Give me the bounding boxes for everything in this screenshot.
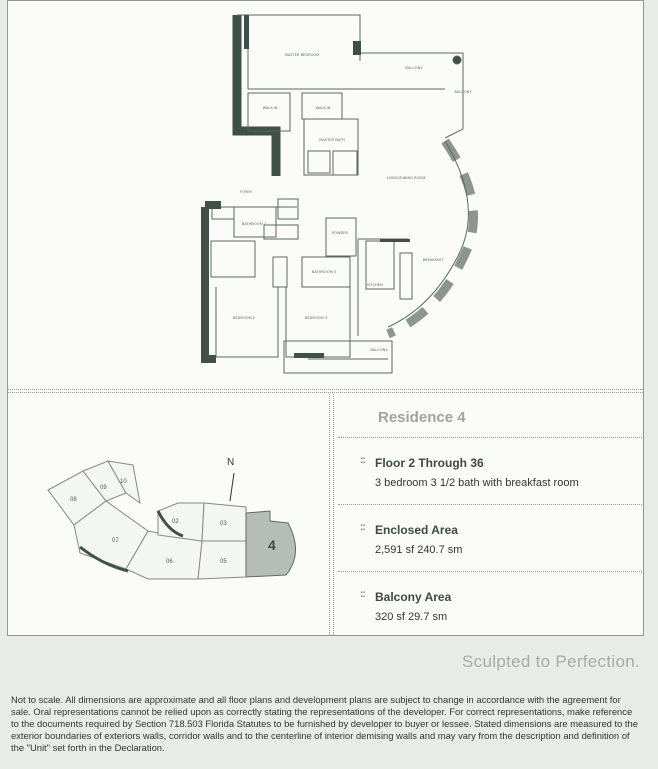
tagline: Sculpted to Perfection.: [462, 652, 640, 671]
svg-text:FOYER: FOYER: [240, 190, 252, 194]
svg-text:BALCONY: BALCONY: [405, 66, 423, 70]
north-arrow-line: [230, 473, 234, 501]
spec-enclosed-heading: :: Enclosed Area: [360, 523, 462, 537]
unit-label-07: 07: [112, 538, 119, 544]
info-panel: [338, 393, 644, 635]
svg-text:BATHROOM 2: BATHROOM 2: [241, 222, 267, 226]
divider-vertical-2: [333, 394, 334, 635]
unit-label-03: 03: [220, 521, 227, 527]
svg-text:LIVING/DINING ROOM: LIVING/DINING ROOM: [386, 176, 426, 180]
divider-vertical: [329, 394, 330, 635]
svg-text:BEDROOM 3: BEDROOM 3: [304, 316, 328, 320]
spec-floors: [360, 456, 579, 489]
residence-title: Residence 4: [378, 409, 466, 426]
unit-label-05: 05: [220, 559, 227, 565]
svg-text:BALCONY: BALCONY: [454, 90, 472, 94]
unit-number-highlight: 4: [268, 537, 276, 553]
info-divider-3: [338, 571, 644, 572]
spec-balcony: [360, 590, 451, 623]
unit-label-02: 02: [172, 519, 179, 525]
unit-label-10: 10: [120, 479, 127, 485]
svg-text:MASTER BEDROOM: MASTER BEDROOM: [284, 53, 320, 57]
unit-label-06: 06: [166, 559, 173, 565]
spec-enclosed: [360, 523, 462, 556]
svg-text:KITCHEN: KITCHEN: [367, 283, 383, 287]
brochure-sheet: [7, 0, 644, 636]
floor-plan-drawing: [8, 1, 643, 389]
svg-text:WALK-IN: WALK-IN: [262, 106, 278, 110]
svg-text:BEDROOM 2: BEDROOM 2: [232, 316, 256, 320]
spec-balcony-heading: :: Balcony Area: [360, 590, 451, 604]
svg-text:POWDER: POWDER: [331, 231, 349, 235]
info-divider-1: [338, 437, 644, 438]
unit-label-08: 08: [70, 497, 77, 503]
unit-label-09: 09: [100, 485, 107, 491]
key-plan-drawing: [8, 393, 328, 635]
svg-text:BATHROOM 3: BATHROOM 3: [311, 270, 337, 274]
spec-floors-text: 3 bedroom 3 1/2 bath with breakfast room: [375, 477, 579, 489]
divider-horizontal: [8, 389, 643, 390]
svg-text:WALK-IN: WALK-IN: [315, 106, 331, 110]
spec-enclosed-text: 2,591 sf 240.7 sm: [375, 544, 463, 556]
spec-balcony-text: 320 sf 29.7 sm: [375, 611, 448, 623]
info-divider-2: [338, 504, 644, 505]
svg-text:MASTER BATH: MASTER BATH: [319, 138, 345, 142]
disclaimer: Not to scale. All dimensions are approximate and all floor plans and development plans are subject to change in accordance with the agreement for sale. Oral representations cannot be relied upon as correctly stating the representations of the developer. For correct representations, make reference to the documents required by Section 718.503 Florida Statutes to be furnished by developer to buyer or lessee. Stated dimensions are measured to the exterior boundaries of exteriors walls, corridor walls and to the centerline of interior demising walls and may vary from the description and definition of the "Unit" set forth in the Declaration.: [11, 694, 638, 753]
floor-plan: [8, 1, 643, 389]
svg-text:BALCONY: BALCONY: [370, 348, 388, 352]
spec-floors-heading: :: Floor 2 Through 36: [360, 456, 579, 470]
north-label: N: [227, 457, 235, 468]
key-plan: [8, 393, 328, 635]
svg-text:BREAKFAST: BREAKFAST: [422, 258, 444, 262]
